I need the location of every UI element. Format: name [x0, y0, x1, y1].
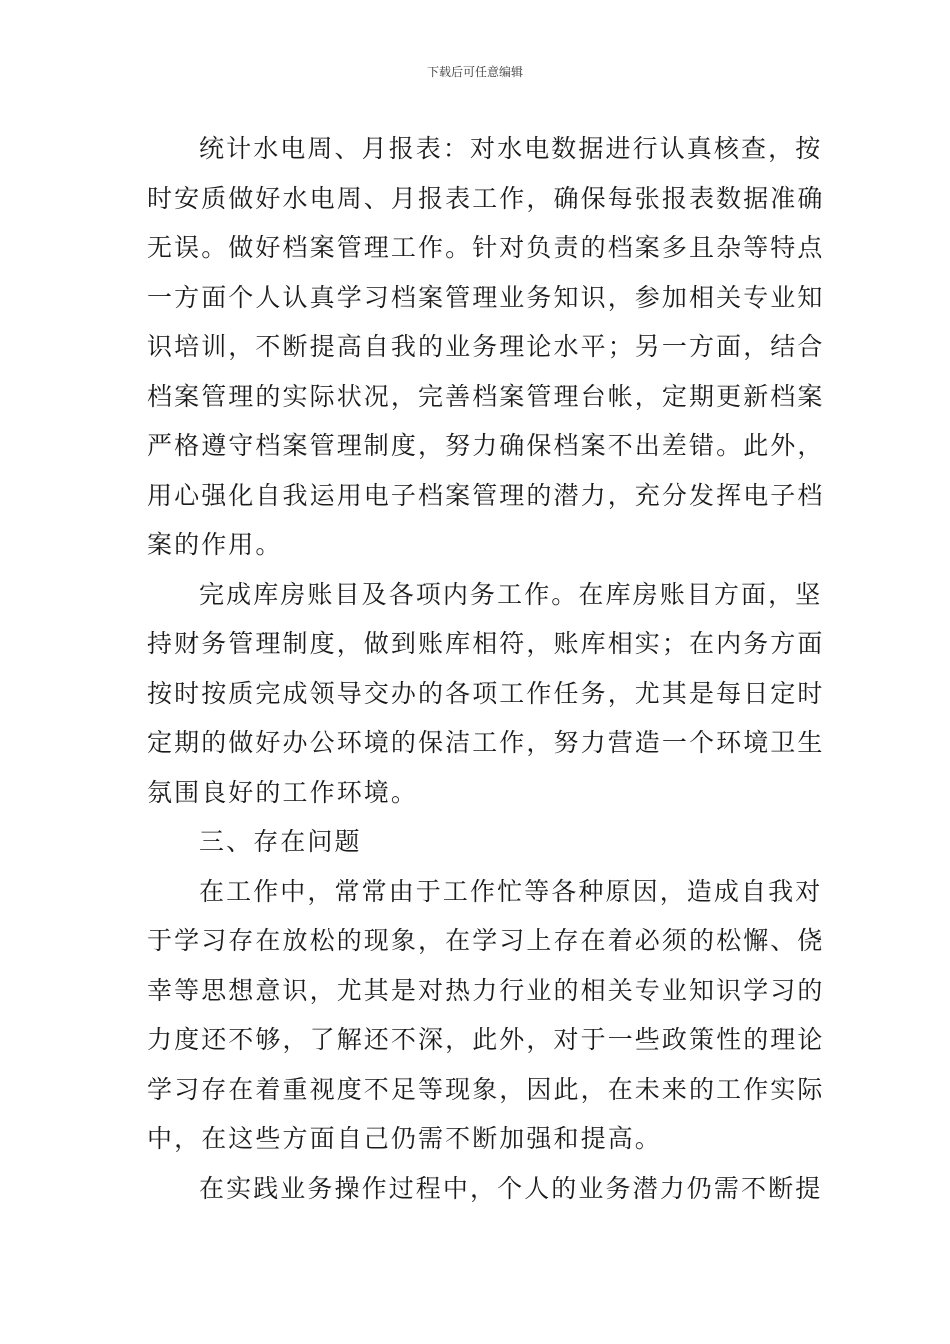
- paragraph-line: 识培训，不断提高自我的业务理论水平；另一方面，结合: [147, 332, 825, 361]
- paragraph-line: 氛围良好的工作环境。: [147, 777, 419, 807]
- paragraph-line: 无误。做好档案管理工作。针对负责的档案多且杂等特点: [147, 233, 825, 262]
- paragraph-line: 力度还不够，了解还不深，此外，对于一些政策性的理论: [147, 1025, 825, 1054]
- paragraph-line: 统计水电周、月报表：对水电数据进行认真核查，按: [199, 134, 823, 163]
- paragraph-line: 一方面个人认真学习档案管理业务知识，参加相关专业知: [147, 282, 825, 312]
- paragraph-line: 完成库房账目及各项内务工作。在库房账目方面，坚: [199, 579, 823, 609]
- paragraph-line: 按时按质完成领导交办的各项工作任务，尤其是每日定时: [147, 678, 825, 708]
- paragraph-line: 学习存在着重视度不足等现象，因此，在未来的工作实际: [147, 1074, 825, 1104]
- paragraph-line: 在工作中，常常由于工作忙等各种原因，造成自我对: [199, 876, 823, 906]
- paragraph-line: 时安质做好水电周、月报表工作，确保每张报表数据准确: [147, 183, 825, 213]
- paragraph-line: 幸等思想意识，尤其是对热力行业的相关专业知识学习的: [147, 975, 825, 1005]
- page-header-note: 下载后可任意编辑: [426, 65, 523, 79]
- paragraph-line: 在实践业务操作过程中，个人的业务潜力仍需不断提: [199, 1173, 823, 1203]
- paragraph-line: 严格遵守档案管理制度，努力确保档案不出差错。此外，: [147, 431, 825, 460]
- paragraph-line: 定期的做好办公环境的保洁工作，努力营造一个环境卫生: [147, 728, 825, 757]
- paragraph-line: 中，在这些方面自己仍需不断加强和提高。: [147, 1124, 662, 1153]
- paragraph-line: 于学习存在放松的现象，在学习上存在着必须的松懈、侥: [147, 926, 825, 955]
- paragraph-line: 案的作用。: [147, 530, 283, 559]
- section-heading: 三、存在问题: [199, 827, 362, 856]
- paragraph-line: 持财务管理制度，做到账库相符，账库相实；在内务方面: [147, 629, 825, 658]
- document-body: [147, 124, 825, 1213]
- paragraph-line: 档案管理的实际状况，完善档案管理台帐，定期更新档案: [147, 381, 825, 411]
- paragraph-line: 用心强化自我运用电子档案管理的潜力，充分发挥电子档: [147, 480, 825, 510]
